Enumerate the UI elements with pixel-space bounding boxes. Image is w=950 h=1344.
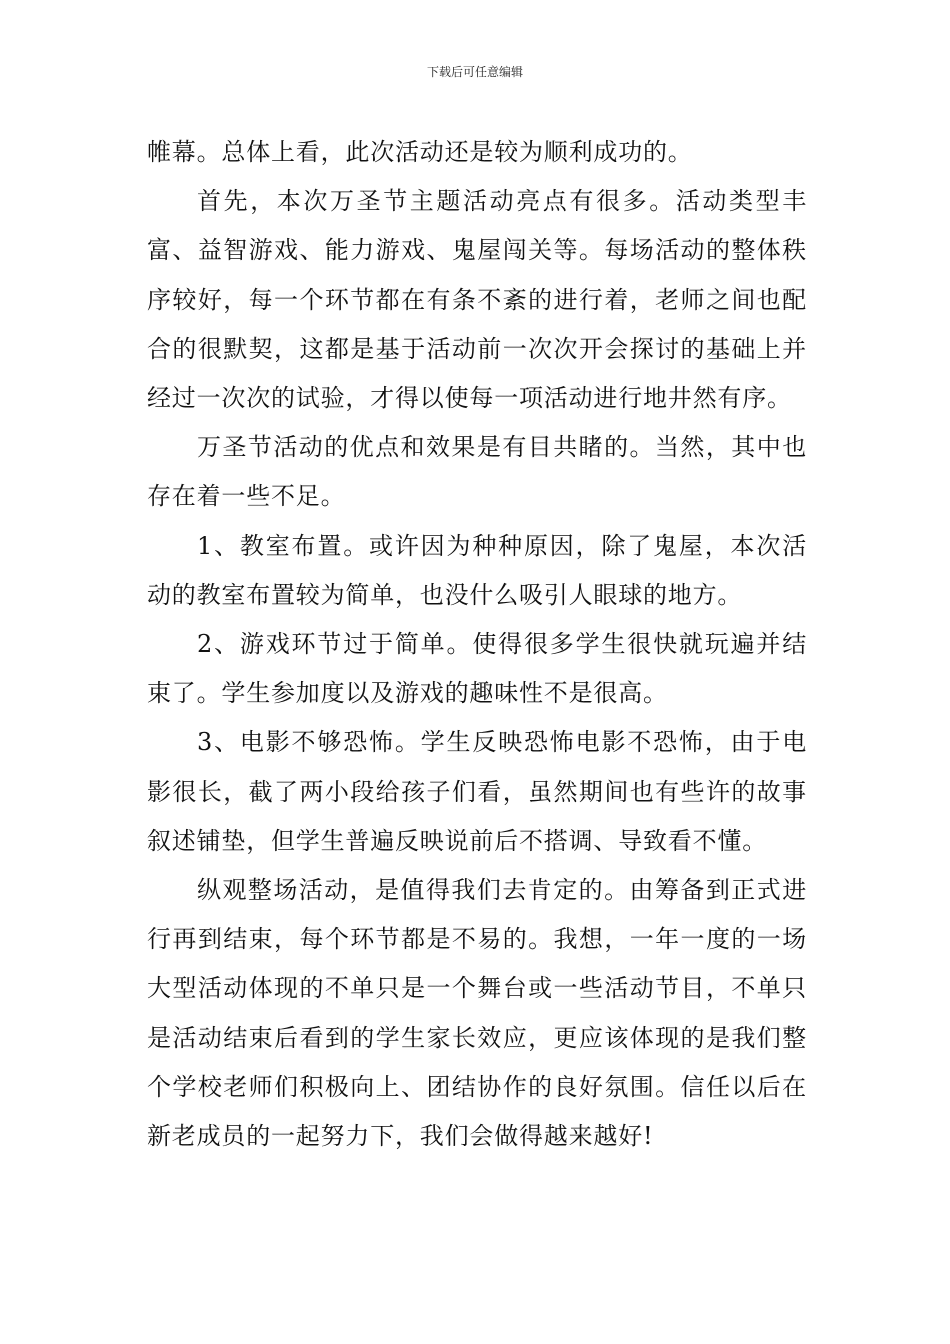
paragraph-5: 2、游戏环节过于简单。使得很多学生很快就玩遍并结束了。学生参加度以及游戏的趣味性不是很高。 <box>147 630 807 708</box>
paragraph-1: 帷幕。总体上看，此次活动还是较为顺利成功的。 <box>147 138 693 166</box>
paragraph-4: 1、教室布置。或许因为种种原因，除了鬼屋，本次活动的教室布置较为简单，也没什么吸引人眼球的地方。 <box>147 531 807 609</box>
page-header: 下载后可任意编辑 <box>426 65 523 79</box>
paragraph-7: 纵观整场活动，是值得我们去肯定的。由筹备到正式进行再到结束，每个环节都是不易的。我想，一年一度的一场大型活动体现的不单只是一个舞台或一些活动节目，不单只是活动结束后看到的学生家长效应，更应该体现的是我们整个学校老师们积极向上、团结协作的良好氛围。信任以后在新老成员的一起努力下，我们会做得越来越好! <box>147 876 807 1151</box>
document-body <box>147 128 807 1161</box>
paragraph-2: 首先，本次万圣节主题活动亮点有很多。活动类型丰富、益智游戏、能力游戏、鬼屋闯关等。每场活动的整体秩序较好，每一个环节都在有条不紊的进行着，老师之间也配合的很默契，这都是基于活动前一次次开会探讨的基础上并经过一次次的试验，才得以使每一项活动进行地井然有序。 <box>147 187 807 413</box>
paragraph-3: 万圣节活动的优点和效果是有目共睹的。当然，其中也存在着一些不足。 <box>147 433 807 511</box>
paragraph-6: 3、电影不够恐怖。学生反映恐怖电影不恐怖，由于电影很长，截了两小段给孩子们看，虽然期间也有些许的故事叙述铺垫，但学生普遍反映说前后不搭调、导致看不懂。 <box>147 728 807 855</box>
